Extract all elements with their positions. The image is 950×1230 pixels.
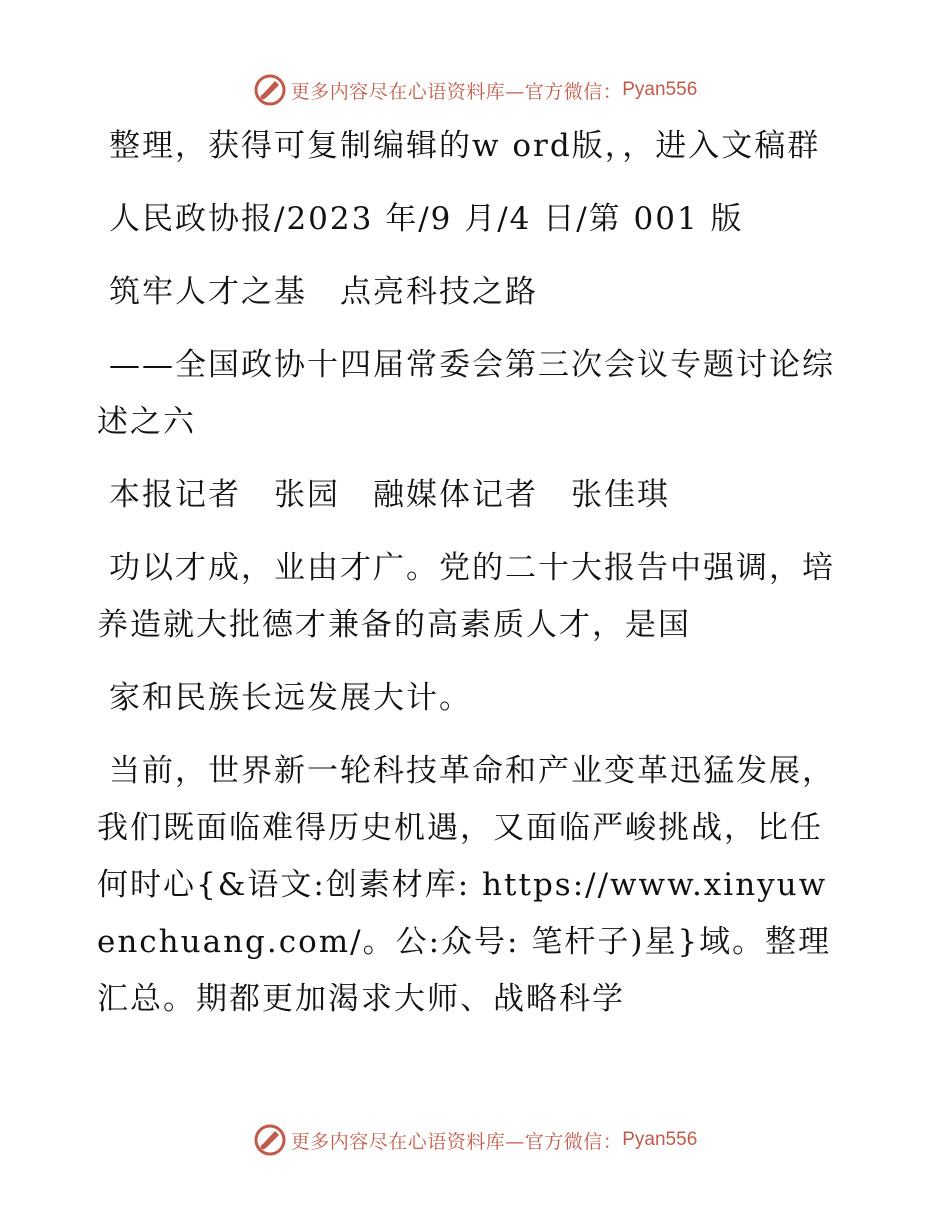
document-body: [97, 118, 837, 1044]
footer-watermark-banner: [0, 1120, 950, 1160]
logo-icon: [253, 1123, 287, 1157]
paragraph-3: 当前，世界新一轮科技革命和产业变革迅猛发展，我们既面临难得历史机遇，又面临严峻挑战，比任何时心{&语文:创素材库: https://www.xinyuwenchuang.com/。公:众号: 笔杆子)星}域。整理汇总。期都更加渴求大师、战略科学: [97, 753, 835, 1017]
paragraph-2: 家和民族长远发展大计。: [109, 680, 472, 716]
footer-banner-text: 更多内容尽在心语资料库—官方微信：: [290, 1130, 623, 1153]
article-subtitle: ——全国政协十四届常委会第三次会议专题讨论综述之六: [97, 347, 835, 440]
article-title: 筑牢人才之基 点亮科技之路: [109, 274, 538, 310]
byline: 本报记者 张园 融媒体记者 张佳琪: [109, 477, 670, 513]
paragraph-intro: 整理，获得可复制编辑的w ord版，，进入文稿群: [109, 128, 821, 164]
source-line: 人民政协报/2023 年/9 月/4 日/第 001 版: [109, 201, 744, 237]
logo-icon: [253, 73, 287, 107]
header-watermark-banner: [0, 70, 950, 110]
header-banner-text: 更多内容尽在心语资料库—官方微信：: [290, 80, 623, 103]
paragraph-1: 功以才成，业由才广。党的二十大报告中强调，培养造就大批德才兼备的高素质人才，是国: [97, 550, 835, 643]
header-wechat-id: Pyan556: [622, 79, 698, 100]
footer-wechat-id: Pyan556: [622, 1129, 698, 1150]
